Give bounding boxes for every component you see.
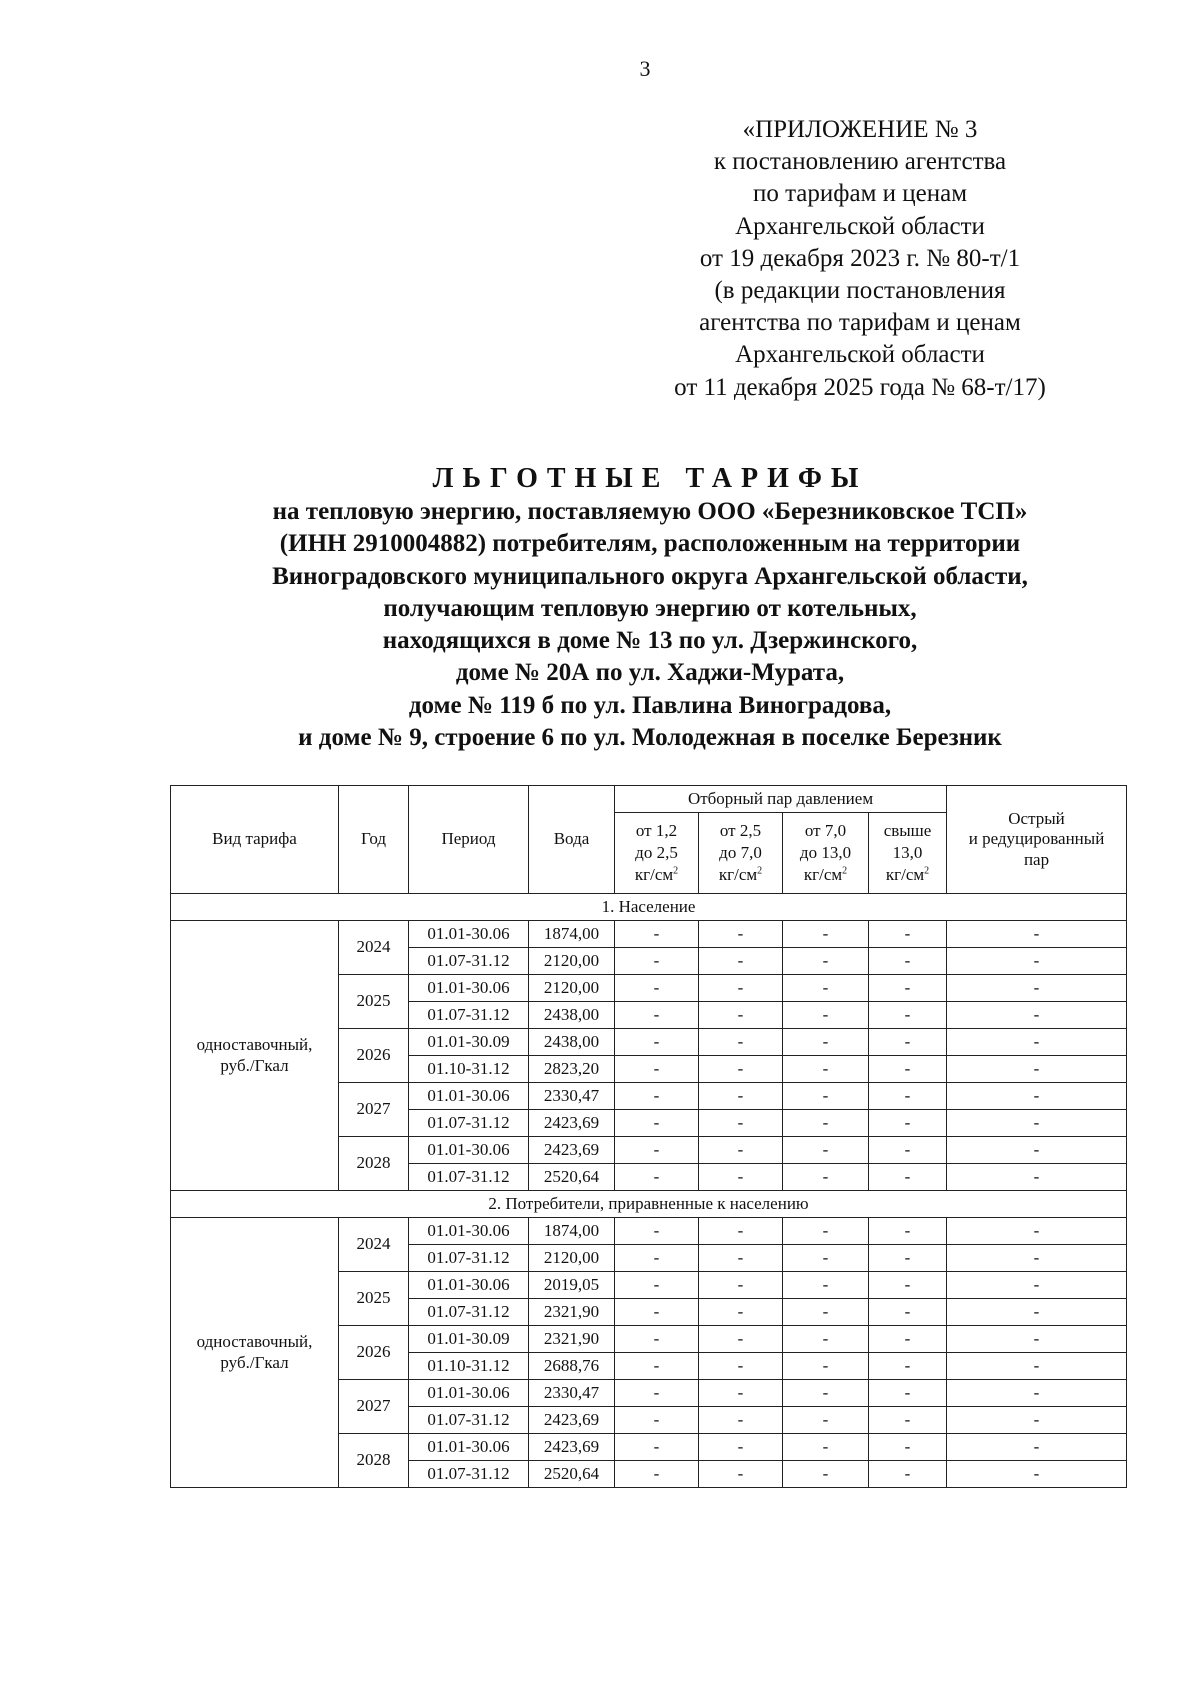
sharp-steam-value-cell: - [947, 1461, 1127, 1488]
sharp-steam-value-cell: - [947, 1002, 1127, 1029]
water-value-cell: 1874,00 [529, 1218, 615, 1245]
year-cell: 2028 [339, 1434, 409, 1488]
period-cell: 01.01-30.06 [409, 975, 529, 1002]
section-header-row [171, 1191, 1127, 1218]
steam-value-cell: - [783, 1326, 869, 1353]
sharp-steam-value-cell: - [947, 1245, 1127, 1272]
period-cell: 01.07-31.12 [409, 1164, 529, 1191]
period-cell: 01.01-30.09 [409, 1029, 529, 1056]
unit-text: кг/см [885, 865, 925, 884]
water-value-cell: 2321,90 [529, 1299, 615, 1326]
steam-value-cell: - [783, 1407, 869, 1434]
steam-value-cell: - [615, 1407, 699, 1434]
sharp-steam-value-cell: - [947, 1029, 1127, 1056]
header-steam-unit [869, 864, 946, 886]
header-steam-unit [615, 864, 698, 886]
steam-value-cell: - [869, 1461, 947, 1488]
steam-value-cell: - [869, 921, 947, 948]
steam-value-cell: - [869, 1029, 947, 1056]
unit-sup: 2 [842, 865, 848, 877]
table-body [171, 894, 1127, 1488]
table-header [171, 786, 1127, 894]
unit-text: кг/см [634, 865, 674, 884]
period-cell: 01.07-31.12 [409, 1245, 529, 1272]
year-cell: 2024 [339, 1218, 409, 1272]
water-value-cell: 2321,90 [529, 1326, 615, 1353]
sharp-steam-value-cell: - [947, 975, 1127, 1002]
steam-value-cell: - [783, 975, 869, 1002]
water-value-cell: 2688,76 [529, 1353, 615, 1380]
period-cell: 01.07-31.12 [409, 1110, 529, 1137]
header-steam-unit [699, 864, 782, 886]
steam-value-cell: - [615, 1110, 699, 1137]
water-value-cell: 2120,00 [529, 975, 615, 1002]
steam-value-cell: - [783, 1218, 869, 1245]
steam-value-cell: - [869, 1083, 947, 1110]
unit-text: кг/см [803, 865, 843, 884]
period-cell: 01.07-31.12 [409, 1002, 529, 1029]
sharp-steam-value-cell: - [947, 1083, 1127, 1110]
period-cell: 01.01-30.06 [409, 1218, 529, 1245]
steam-value-cell: - [699, 1434, 783, 1461]
annex-line: Архангельской области [735, 341, 985, 369]
header-sharp-line: и редуцированный [968, 829, 1105, 849]
annex-line: Архангельской области [735, 212, 985, 240]
water-value-cell: 2423,69 [529, 1434, 615, 1461]
steam-value-cell: - [699, 1029, 783, 1056]
subtitle-line: доме № 20А по ул. Хаджи-Мурата, [455, 659, 845, 687]
period-cell: 01.01-30.06 [409, 921, 529, 948]
subtitle-line: и доме № 9, строение 6 по ул. Молодежная в поселке Березник [298, 724, 1002, 752]
steam-value-cell: - [699, 1272, 783, 1299]
steam-value-cell: - [699, 1110, 783, 1137]
tariff-type-line: руб./Гкал [220, 1352, 289, 1372]
sharp-steam-value-cell: - [947, 1137, 1127, 1164]
unit-sup: 2 [673, 865, 679, 877]
steam-value-cell: - [615, 1434, 699, 1461]
table-row [171, 921, 1127, 948]
steam-value-cell: - [783, 921, 869, 948]
steam-value-cell: - [699, 1326, 783, 1353]
steam-value-cell: - [869, 1353, 947, 1380]
steam-value-cell: - [869, 975, 947, 1002]
steam-value-cell: - [615, 1299, 699, 1326]
sharp-steam-value-cell: - [947, 1056, 1127, 1083]
annex-line: «ПРИЛОЖЕНИЕ № 3 [742, 116, 978, 143]
steam-value-cell: - [699, 1461, 783, 1488]
tariff-table [170, 785, 1127, 1488]
steam-value-cell: - [615, 921, 699, 948]
steam-value-cell: - [869, 1164, 947, 1191]
steam-value-cell: - [783, 1029, 869, 1056]
header-steam-line: от 2,5 [719, 821, 762, 840]
sharp-steam-value-cell: - [947, 1326, 1127, 1353]
water-value-cell: 2438,00 [529, 1029, 615, 1056]
steam-value-cell: - [615, 1002, 699, 1029]
period-cell: 01.10-31.12 [409, 1056, 529, 1083]
steam-value-cell: - [783, 1299, 869, 1326]
annex-line: от 11 декабря 2025 года № 68-т/17) [674, 373, 1046, 401]
subtitle-line: Виноградовского муниципального округа Архангельской области, [272, 562, 1028, 590]
steam-value-cell: - [869, 1380, 947, 1407]
table-row [171, 1218, 1127, 1245]
water-value-cell: 2823,20 [529, 1056, 615, 1083]
steam-value-cell: - [615, 1461, 699, 1488]
sharp-steam-value-cell: - [947, 1353, 1127, 1380]
steam-value-cell: - [869, 1299, 947, 1326]
header-steam-col [869, 813, 947, 894]
year-cell: 2025 [339, 1272, 409, 1326]
water-value-cell: 2330,47 [529, 1380, 615, 1407]
steam-value-cell: - [615, 1164, 699, 1191]
water-value-cell: 2423,69 [529, 1407, 615, 1434]
document-title-block [150, 462, 1150, 754]
steam-value-cell: - [699, 921, 783, 948]
steam-value-cell: - [699, 1380, 783, 1407]
tariff-type-cell [171, 1218, 339, 1488]
header-steam-line: свыше [883, 821, 932, 840]
steam-value-cell: - [783, 1164, 869, 1191]
sharp-steam-value-cell: - [947, 1272, 1127, 1299]
steam-value-cell: - [783, 1272, 869, 1299]
annex-line: (в редакции постановления [714, 277, 1006, 305]
steam-value-cell: - [615, 1353, 699, 1380]
water-value-cell: 2438,00 [529, 1002, 615, 1029]
steam-value-cell: - [869, 1434, 947, 1461]
steam-value-cell: - [869, 948, 947, 975]
steam-value-cell: - [783, 1110, 869, 1137]
steam-value-cell: - [699, 1353, 783, 1380]
steam-value-cell: - [615, 1137, 699, 1164]
year-cell: 2025 [339, 975, 409, 1029]
header-steam-col [699, 813, 783, 894]
period-cell: 01.01-30.06 [409, 1380, 529, 1407]
subtitle-line: (ИНН 2910004882) потребителям, расположенным на территории [279, 530, 1021, 558]
tariff-type-line: одноставочный, [196, 1332, 313, 1352]
header-water: Вода [529, 786, 615, 894]
header-steam-unit [783, 864, 868, 886]
annex-line: к постановлению агентства [713, 148, 1007, 176]
steam-value-cell: - [869, 1326, 947, 1353]
header-steam-line: до 2,5 [635, 843, 678, 862]
steam-value-cell: - [699, 1164, 783, 1191]
period-cell: 01.10-31.12 [409, 1353, 529, 1380]
unit-text: кг/см [718, 865, 758, 884]
header-sharp-line: пар [1023, 849, 1050, 869]
steam-value-cell: - [869, 1272, 947, 1299]
steam-value-cell: - [699, 1083, 783, 1110]
water-value-cell: 2520,64 [529, 1461, 615, 1488]
year-cell: 2024 [339, 921, 409, 975]
water-value-cell: 2520,64 [529, 1164, 615, 1191]
header-steam-line: от 1,2 [635, 821, 678, 840]
period-cell: 01.01-30.09 [409, 1326, 529, 1353]
steam-value-cell: - [615, 1245, 699, 1272]
steam-value-cell: - [783, 1083, 869, 1110]
page-number: 3 [639, 56, 651, 81]
period-cell: 01.01-30.06 [409, 1137, 529, 1164]
subtitle-line: доме № 119 б по ул. Павлина Виноградова, [408, 691, 892, 719]
annex-line: агентства по тарифам и ценам [699, 309, 1021, 337]
subtitle-line: получающим тепловую энергию от котельных, [383, 594, 917, 622]
period-cell: 01.07-31.12 [409, 1299, 529, 1326]
steam-value-cell: - [783, 1461, 869, 1488]
annex-line: по тарифам и ценам [752, 180, 968, 208]
header-sharp-line: Острый [1008, 808, 1065, 828]
unit-sup: 2 [757, 865, 763, 877]
annex-header [620, 114, 1100, 404]
unit-sup: 2 [924, 865, 930, 877]
steam-value-cell: - [699, 1002, 783, 1029]
steam-value-cell: - [869, 1056, 947, 1083]
tariff-type-line: одноставочный, [196, 1035, 313, 1055]
steam-value-cell: - [699, 1299, 783, 1326]
period-cell: 01.01-30.06 [409, 1434, 529, 1461]
steam-value-cell: - [699, 975, 783, 1002]
sharp-steam-value-cell: - [947, 1218, 1127, 1245]
water-value-cell: 1874,00 [529, 921, 615, 948]
sharp-steam-value-cell: - [947, 1380, 1127, 1407]
sharp-steam-value-cell: - [947, 1164, 1127, 1191]
section-title: 1. Население [171, 894, 1127, 921]
steam-value-cell: - [615, 1218, 699, 1245]
year-cell: 2027 [339, 1380, 409, 1434]
water-value-cell: 2423,69 [529, 1137, 615, 1164]
section-title: 2. Потребители, приравненные к населению [171, 1191, 1127, 1218]
tariff-type-cell [171, 921, 339, 1191]
header-steam-line: от 7,0 [804, 821, 847, 840]
steam-value-cell: - [869, 1245, 947, 1272]
header-sharp-steam [947, 786, 1127, 894]
steam-value-cell: - [615, 1083, 699, 1110]
water-value-cell: 2120,00 [529, 1245, 615, 1272]
steam-value-cell: - [869, 1110, 947, 1137]
steam-value-cell: - [699, 1245, 783, 1272]
year-cell: 2026 [339, 1326, 409, 1380]
year-cell: 2028 [339, 1137, 409, 1191]
steam-value-cell: - [783, 1056, 869, 1083]
steam-value-cell: - [783, 1137, 869, 1164]
header-steam-col [615, 813, 699, 894]
steam-value-cell: - [615, 975, 699, 1002]
steam-value-cell: - [869, 1407, 947, 1434]
steam-value-cell: - [783, 1434, 869, 1461]
steam-value-cell: - [615, 1272, 699, 1299]
steam-value-cell: - [615, 1056, 699, 1083]
steam-value-cell: - [615, 1326, 699, 1353]
water-value-cell: 2120,00 [529, 948, 615, 975]
steam-value-cell: - [783, 1380, 869, 1407]
section-header-row [171, 894, 1127, 921]
water-value-cell: 2330,47 [529, 1083, 615, 1110]
period-cell: 01.01-30.06 [409, 1083, 529, 1110]
sharp-steam-value-cell: - [947, 921, 1127, 948]
subtitle-line: находящихся в доме № 13 по ул. Дзержинского, [382, 627, 918, 655]
steam-value-cell: - [783, 1002, 869, 1029]
year-cell: 2026 [339, 1029, 409, 1083]
steam-value-cell: - [615, 1029, 699, 1056]
steam-value-cell: - [615, 1380, 699, 1407]
header-steam-col [783, 813, 869, 894]
sharp-steam-value-cell: - [947, 1407, 1127, 1434]
steam-value-cell: - [699, 1056, 783, 1083]
tariff-type-line: руб./Гкал [220, 1055, 289, 1075]
sharp-steam-value-cell: - [947, 1299, 1127, 1326]
subtitle-line: на тепловую энергию, поставляемую ООО «Березниковское ТСП» [272, 498, 1028, 525]
steam-value-cell: - [699, 1407, 783, 1434]
year-cell: 2027 [339, 1083, 409, 1137]
steam-value-cell: - [699, 1218, 783, 1245]
steam-value-cell: - [869, 1137, 947, 1164]
period-cell: 01.07-31.12 [409, 948, 529, 975]
steam-value-cell: - [783, 1245, 869, 1272]
steam-value-cell: - [699, 948, 783, 975]
period-cell: 01.07-31.12 [409, 1407, 529, 1434]
sharp-steam-value-cell: - [947, 948, 1127, 975]
sharp-steam-value-cell: - [947, 1434, 1127, 1461]
water-value-cell: 2423,69 [529, 1110, 615, 1137]
header-period: Период [409, 786, 529, 894]
period-cell: 01.01-30.06 [409, 1272, 529, 1299]
water-value-cell: 2019,05 [529, 1272, 615, 1299]
period-cell: 01.07-31.12 [409, 1461, 529, 1488]
steam-value-cell: - [869, 1002, 947, 1029]
header-steam-line: 13,0 [892, 843, 923, 862]
steam-value-cell: - [615, 948, 699, 975]
annex-line: от 19 декабря 2023 г. № 80-т/1 [699, 244, 1021, 272]
document-title: ЛЬГОТНЫЕ ТАРИФЫ [432, 463, 868, 494]
document-subtitle [150, 496, 1150, 754]
header-steam-group: Отборный пар давлением [615, 786, 947, 813]
steam-value-cell: - [869, 1218, 947, 1245]
steam-value-cell: - [783, 1353, 869, 1380]
header-tariff-type: Вид тарифа [171, 786, 339, 894]
header-steam-line: до 13,0 [799, 843, 852, 862]
header-year: Год [339, 786, 409, 894]
steam-value-cell: - [699, 1137, 783, 1164]
steam-value-cell: - [783, 948, 869, 975]
header-steam-line: до 7,0 [719, 843, 762, 862]
sharp-steam-value-cell: - [947, 1110, 1127, 1137]
